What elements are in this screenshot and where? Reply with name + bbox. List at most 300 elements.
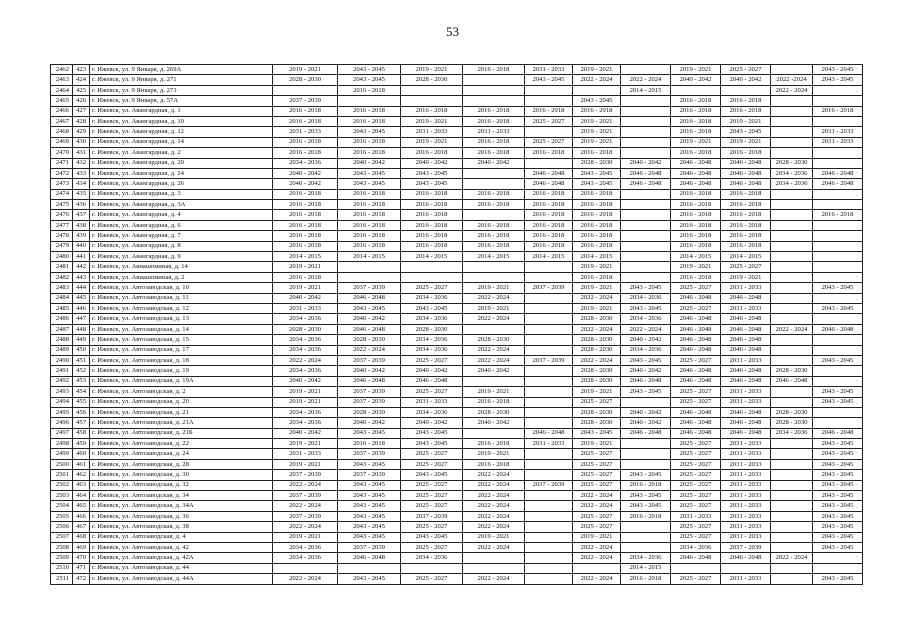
row-number-cell: 2488 <box>51 335 73 345</box>
table-row <box>51 553 863 563</box>
period-cell <box>771 501 813 511</box>
period-cell: 2043 - 2045 <box>338 574 401 584</box>
address-cell: г. Ижевск, ул. Автозаводская, д. 34 <box>90 491 273 501</box>
period-cell <box>621 200 671 210</box>
period-cell: 2025 - 2027 <box>671 459 721 469</box>
period-cell: 2043 - 2045 <box>813 522 863 532</box>
period-cell: 2034 - 2036 <box>621 345 671 355</box>
period-cell: 2046 - 2048 <box>621 428 671 438</box>
period-cell: 2043 - 2045 <box>621 470 671 480</box>
period-cell: 2028 - 2030 <box>573 376 621 386</box>
period-cell <box>813 189 863 199</box>
period-cell: 2014 - 2015 <box>525 252 573 262</box>
period-cell: 2019 - 2021 <box>671 137 721 147</box>
period-cell: 2025 - 2027 <box>401 480 463 490</box>
period-cell: 2016 - 2018 <box>573 148 621 158</box>
period-cell: 2034 - 2036 <box>401 314 463 324</box>
period-cell <box>813 345 863 355</box>
period-cell: 2014 - 2015 <box>621 85 671 95</box>
period-cell: 2040 - 2042 <box>273 428 338 438</box>
period-cell: 2046 - 2048 <box>721 376 771 386</box>
period-cell: 2025 - 2027 <box>401 355 463 365</box>
period-cell: 2046 - 2048 <box>621 376 671 386</box>
period-cell: 2022 - 2024 <box>463 345 525 355</box>
period-cell <box>463 262 525 272</box>
period-cell: 2028 - 2030 <box>573 366 621 376</box>
period-cell: 2043 - 2045 <box>338 127 401 137</box>
period-cell: 2025 - 2027 <box>721 65 771 75</box>
house-number-cell: 433 <box>73 168 90 178</box>
period-cell <box>525 158 573 168</box>
period-cell: 2022 - 2024 <box>463 491 525 501</box>
period-cell: 2043 - 2045 <box>621 303 671 313</box>
period-cell: 2016 - 2018 <box>463 231 525 241</box>
period-cell: 2034 - 2036 <box>621 293 671 303</box>
period-cell <box>771 116 813 126</box>
period-cell <box>525 470 573 480</box>
house-number-cell: 444 <box>73 283 90 293</box>
period-cell: 2043 - 2045 <box>401 303 463 313</box>
period-cell: 2043 - 2045 <box>338 532 401 542</box>
period-cell <box>813 148 863 158</box>
period-cell: 2028 - 2030 <box>573 418 621 428</box>
period-cell <box>621 241 671 251</box>
address-cell: г. Ижевск, ул. Автозаводская, д. 36 <box>90 511 273 521</box>
period-cell <box>621 65 671 75</box>
house-number-cell: 446 <box>73 303 90 313</box>
period-cell: 2037 - 2039 <box>273 96 338 106</box>
period-cell: 2043 - 2045 <box>338 501 401 511</box>
period-cell: 2046 - 2048 <box>671 553 721 563</box>
period-cell <box>463 96 525 106</box>
period-cell: 2019 - 2021 <box>573 262 621 272</box>
period-cell: 2028 - 2030 <box>463 335 525 345</box>
period-cell <box>621 272 671 282</box>
period-cell <box>771 262 813 272</box>
house-number-cell: 440 <box>73 241 90 251</box>
row-number-cell: 2481 <box>51 262 73 272</box>
address-cell: г. Ижевск, ул. Авангардная, д. 14 <box>90 137 273 147</box>
period-cell: 2016 - 2018 <box>401 148 463 158</box>
period-cell: 2016 - 2018 <box>273 116 338 126</box>
period-cell <box>771 200 813 210</box>
house-number-cell: 435 <box>73 189 90 199</box>
period-cell: 2043 - 2045 <box>338 428 401 438</box>
table-row <box>51 293 863 303</box>
row-number-cell: 2483 <box>51 283 73 293</box>
address-cell: г. Ижевск, ул. Авангардная, д. 9 <box>90 252 273 262</box>
period-cell: 2016 - 2018 <box>273 137 338 147</box>
period-cell: 2022 - 2024 <box>573 293 621 303</box>
house-number-cell: 461 <box>73 459 90 469</box>
period-cell: 2040 - 2042 <box>273 293 338 303</box>
period-cell: 2025 - 2027 <box>573 470 621 480</box>
table-row <box>51 116 863 126</box>
period-cell: 2022 - 2024 <box>273 355 338 365</box>
period-cell: 2037 - 2039 <box>338 542 401 552</box>
table-row <box>51 220 863 230</box>
period-cell: 2016 - 2018 <box>671 272 721 282</box>
table-row <box>51 335 863 345</box>
period-cell <box>621 116 671 126</box>
period-cell: 2014 - 2015 <box>273 252 338 262</box>
period-cell: 2028 - 2030 <box>273 75 338 85</box>
period-cell: 2031 - 2033 <box>273 449 338 459</box>
period-cell <box>771 345 813 355</box>
period-cell: 2046 - 2048 <box>721 168 771 178</box>
house-number-cell: 468 <box>73 532 90 542</box>
period-cell: 2046 - 2048 <box>721 293 771 303</box>
period-cell: 2031 - 2033 <box>721 303 771 313</box>
house-number-cell: 460 <box>73 449 90 459</box>
period-cell: 2031 - 2033 <box>401 397 463 407</box>
period-cell: 2028 - 2030 <box>573 314 621 324</box>
period-cell <box>771 470 813 480</box>
period-cell: 2022 - 2024 <box>573 501 621 511</box>
house-number-cell: 459 <box>73 439 90 449</box>
period-cell: 2031 - 2033 <box>721 459 771 469</box>
period-cell <box>621 148 671 158</box>
period-cell <box>621 96 671 106</box>
table-row <box>51 376 863 386</box>
period-cell: 2025 - 2027 <box>721 262 771 272</box>
row-number-cell: 2489 <box>51 345 73 355</box>
table-row <box>51 148 863 158</box>
period-cell: 2046 - 2048 <box>338 553 401 563</box>
period-cell: 2019 - 2021 <box>573 65 621 75</box>
period-cell: 2040 - 2042 <box>273 168 338 178</box>
table-row <box>51 418 863 428</box>
period-cell: 2014 - 2015 <box>338 252 401 262</box>
period-cell: 2016 - 2018 <box>273 272 338 282</box>
house-number-cell: 443 <box>73 272 90 282</box>
period-cell: 2028 - 2030 <box>573 345 621 355</box>
address-cell: г. Ижевск, ул. Автозаводская, д. 21Б <box>90 428 273 438</box>
period-cell: 2025 - 2027 <box>671 355 721 365</box>
period-cell: 2043 - 2045 <box>813 283 863 293</box>
period-cell: 2043 - 2045 <box>573 96 621 106</box>
period-cell: 2019 - 2021 <box>721 137 771 147</box>
period-cell: 2014 - 2015 <box>573 252 621 262</box>
period-cell: 2040 - 2042 <box>273 179 338 189</box>
period-cell: 2043 - 2045 <box>813 511 863 521</box>
period-cell: 2025 - 2027 <box>671 574 721 584</box>
period-cell <box>338 272 401 282</box>
period-cell <box>463 428 525 438</box>
period-cell: 2043 - 2045 <box>813 574 863 584</box>
period-cell: 2019 - 2021 <box>573 127 621 137</box>
period-cell: 2043 - 2045 <box>338 522 401 532</box>
period-cell <box>463 179 525 189</box>
period-cell: 2031 - 2033 <box>721 449 771 459</box>
period-cell: 2043 - 2045 <box>813 303 863 313</box>
house-number-cell: 454 <box>73 387 90 397</box>
period-cell: 2019 - 2021 <box>273 262 338 272</box>
period-cell: 2016 - 2018 <box>721 210 771 220</box>
period-cell: 2028 - 2030 <box>401 75 463 85</box>
house-number-cell: 464 <box>73 491 90 501</box>
row-number-cell: 2507 <box>51 532 73 542</box>
table-row <box>51 324 863 334</box>
period-cell: 2028 - 2030 <box>463 407 525 417</box>
period-cell: 2037 - 2039 <box>338 283 401 293</box>
house-number-cell: 458 <box>73 428 90 438</box>
period-cell: 2016 - 2018 <box>401 241 463 251</box>
period-cell: 2046 - 2048 <box>338 324 401 334</box>
period-cell: 2016 - 2018 <box>401 210 463 220</box>
period-cell: 2043 - 2045 <box>401 439 463 449</box>
period-cell: 2025 - 2027 <box>573 511 621 521</box>
period-cell: 2014 - 2015 <box>671 252 721 262</box>
table-row <box>51 252 863 262</box>
row-number-cell: 2484 <box>51 293 73 303</box>
period-cell: 2022 - 2024 <box>463 293 525 303</box>
house-number-cell: 457 <box>73 418 90 428</box>
period-cell <box>463 168 525 178</box>
period-cell <box>771 272 813 282</box>
period-cell: 2025 - 2027 <box>401 491 463 501</box>
period-cell <box>525 314 573 324</box>
period-cell: 2040 - 2042 <box>621 366 671 376</box>
period-cell: 2016 - 2018 <box>525 231 573 241</box>
row-number-cell: 2511 <box>51 574 73 584</box>
period-cell: 2031 - 2033 <box>721 522 771 532</box>
address-cell: г. Ижевск, ул. Авиашоминая, д. 14 <box>90 262 273 272</box>
period-cell: 2040 - 2042 <box>401 418 463 428</box>
period-cell <box>621 220 671 230</box>
period-cell: 2034 - 2036 <box>401 293 463 303</box>
period-cell <box>401 96 463 106</box>
period-cell: 2043 - 2045 <box>338 491 401 501</box>
period-cell <box>463 210 525 220</box>
period-cell: 2040 - 2042 <box>463 366 525 376</box>
period-cell: 2019 - 2021 <box>573 439 621 449</box>
period-cell <box>813 293 863 303</box>
period-cell: 2046 - 2048 <box>721 158 771 168</box>
period-cell: 2022 -2024 <box>771 75 813 85</box>
period-cell <box>525 272 573 282</box>
period-cell: 2019 - 2021 <box>273 532 338 542</box>
period-cell: 2022 - 2024 <box>463 470 525 480</box>
period-cell: 2016 - 2018 <box>338 116 401 126</box>
period-cell: 2031 - 2033 <box>525 439 573 449</box>
period-cell <box>813 335 863 345</box>
period-cell: 2022 - 2024 <box>573 542 621 552</box>
period-cell: 2016 - 2018 <box>721 106 771 116</box>
address-cell: г. Ижевск, ул. 9 Января, д. 57А <box>90 96 273 106</box>
period-cell: 2037 - 2039 <box>338 449 401 459</box>
period-cell <box>525 387 573 397</box>
table-row <box>51 127 863 137</box>
period-cell: 2034 - 2036 <box>621 314 671 324</box>
period-cell <box>813 563 863 573</box>
period-cell: 2025 - 2027 <box>671 439 721 449</box>
row-number-cell: 2463 <box>51 75 73 85</box>
row-number-cell: 2492 <box>51 376 73 386</box>
period-cell: 2016 - 2018 <box>273 241 338 251</box>
period-cell: 2022 - 2024 <box>573 355 621 365</box>
period-cell: 2043 - 2045 <box>525 75 573 85</box>
period-cell: 2022 - 2024 <box>621 324 671 334</box>
period-cell: 2022 - 2024 <box>273 522 338 532</box>
period-cell: 2046 - 2048 <box>671 376 721 386</box>
period-cell: 2037 - 2039 <box>401 511 463 521</box>
period-cell: 2031 - 2033 <box>721 470 771 480</box>
table-row <box>51 75 863 85</box>
period-cell <box>525 553 573 563</box>
address-cell: г. Ижевск, ул. Авангардная, д. 24 <box>90 168 273 178</box>
period-cell: 2046 - 2048 <box>771 376 813 386</box>
period-cell <box>621 262 671 272</box>
table-row <box>51 283 863 293</box>
period-cell: 2040 - 2042 <box>401 158 463 168</box>
period-cell: 2025 - 2027 <box>573 397 621 407</box>
period-cell: 2016 - 2018 <box>721 220 771 230</box>
period-cell: 2016 - 2018 <box>463 439 525 449</box>
house-number-cell: 466 <box>73 511 90 521</box>
period-cell: 2016 - 2018 <box>338 220 401 230</box>
period-cell: 2019 - 2021 <box>671 65 721 75</box>
address-cell: г. Ижевск, ул. Авангардная, д. 3А <box>90 200 273 210</box>
period-cell: 2025 - 2027 <box>525 137 573 147</box>
period-cell: 2016 - 2018 <box>463 397 525 407</box>
row-number-cell: 2490 <box>51 355 73 365</box>
row-number-cell: 2482 <box>51 272 73 282</box>
row-number-cell: 2496 <box>51 418 73 428</box>
period-cell: 2031 - 2033 <box>813 127 863 137</box>
table-row <box>51 459 863 469</box>
period-cell: 2040 - 2042 <box>621 335 671 345</box>
period-cell <box>525 262 573 272</box>
period-cell: 2022 - 2024 <box>573 75 621 85</box>
period-cell: 2016 - 2018 <box>401 200 463 210</box>
house-number-cell: 426 <box>73 96 90 106</box>
table-row <box>51 241 863 251</box>
period-cell: 2034 - 2036 <box>273 345 338 355</box>
period-cell: 2046 - 2048 <box>671 366 721 376</box>
period-cell: 2016 - 2018 <box>671 148 721 158</box>
period-cell <box>525 407 573 417</box>
period-cell <box>813 553 863 563</box>
period-cell: 2031 - 2033 <box>525 65 573 75</box>
period-cell: 2031 - 2033 <box>721 574 771 584</box>
period-cell: 2043 - 2045 <box>813 501 863 511</box>
house-number-cell: 451 <box>73 355 90 365</box>
period-cell: 2043 - 2045 <box>813 480 863 490</box>
period-cell <box>621 210 671 220</box>
period-cell: 2043 - 2045 <box>338 511 401 521</box>
period-cell: 2016 - 2018 <box>463 220 525 230</box>
period-cell <box>525 449 573 459</box>
period-cell <box>525 501 573 511</box>
period-cell: 2028 - 2030 <box>771 366 813 376</box>
period-cell: 2016 - 2018 <box>721 96 771 106</box>
period-cell <box>573 563 621 573</box>
row-number-cell: 2469 <box>51 137 73 147</box>
period-cell <box>813 96 863 106</box>
period-cell <box>525 542 573 552</box>
period-cell <box>771 439 813 449</box>
house-number-cell: 438 <box>73 220 90 230</box>
table-body <box>51 65 863 585</box>
period-cell <box>771 65 813 75</box>
period-cell <box>525 418 573 428</box>
period-cell: 2046 - 2048 <box>671 335 721 345</box>
house-number-cell: 450 <box>73 345 90 355</box>
period-cell: 2034 - 2036 <box>771 428 813 438</box>
period-cell <box>771 241 813 251</box>
period-cell <box>621 542 671 552</box>
table-row <box>51 407 863 417</box>
period-cell: 2040 - 2042 <box>621 418 671 428</box>
period-cell: 2046 - 2048 <box>671 418 721 428</box>
period-cell: 2016 - 2018 <box>721 148 771 158</box>
period-cell: 2031 - 2033 <box>721 501 771 511</box>
period-cell: 2043 - 2045 <box>338 480 401 490</box>
period-cell <box>621 397 671 407</box>
period-cell: 2022 - 2024 <box>463 542 525 552</box>
period-cell: 2034 - 2036 <box>401 335 463 345</box>
period-cell: 2028 - 2030 <box>573 407 621 417</box>
period-cell: 2016 - 2018 <box>338 200 401 210</box>
period-cell: 2014 - 2015 <box>621 563 671 573</box>
period-cell: 2016 - 2018 <box>573 272 621 282</box>
table-row <box>51 574 863 584</box>
period-cell: 2016 - 2018 <box>573 106 621 116</box>
period-cell <box>813 158 863 168</box>
address-cell: г. Ижевск, ул. Автозаводская, д. 21 <box>90 407 273 417</box>
period-cell: 2025 - 2027 <box>671 387 721 397</box>
period-cell <box>525 303 573 313</box>
row-number-cell: 2505 <box>51 511 73 521</box>
address-cell: г. Ижевск, ул. Авангардная, д. 10 <box>90 116 273 126</box>
period-cell <box>621 439 671 449</box>
period-cell: 2016 - 2018 <box>671 96 721 106</box>
period-cell: 2031 - 2033 <box>463 127 525 137</box>
table-row <box>51 168 863 178</box>
table-row <box>51 200 863 210</box>
period-cell <box>813 262 863 272</box>
period-cell <box>813 407 863 417</box>
period-cell: 2040 - 2042 <box>401 366 463 376</box>
period-cell <box>771 148 813 158</box>
house-number-cell: 447 <box>73 314 90 324</box>
period-cell <box>525 376 573 386</box>
period-cell: 2019 - 2021 <box>573 137 621 147</box>
period-cell: 2040 - 2042 <box>273 376 338 386</box>
period-cell: 2022 - 2024 <box>273 574 338 584</box>
period-cell: 2043 - 2045 <box>813 75 863 85</box>
house-number-cell: 437 <box>73 210 90 220</box>
house-number-cell: 449 <box>73 335 90 345</box>
period-cell: 2043 - 2045 <box>813 387 863 397</box>
period-cell: 2016 - 2018 <box>401 231 463 241</box>
table-row <box>51 511 863 521</box>
period-cell <box>771 127 813 137</box>
period-cell: 2046 - 2048 <box>721 335 771 345</box>
period-cell: 2016 - 2018 <box>525 106 573 116</box>
period-cell <box>771 96 813 106</box>
period-cell: 2031 - 2033 <box>401 127 463 137</box>
period-cell: 2034 - 2036 <box>621 553 671 563</box>
row-number-cell: 2471 <box>51 158 73 168</box>
house-number-cell: 432 <box>73 158 90 168</box>
period-cell: 2025 - 2027 <box>671 501 721 511</box>
period-cell: 2016 - 2018 <box>573 241 621 251</box>
row-number-cell: 2487 <box>51 324 73 334</box>
period-cell: 2016 - 2018 <box>463 65 525 75</box>
period-cell: 2016 - 2018 <box>525 148 573 158</box>
